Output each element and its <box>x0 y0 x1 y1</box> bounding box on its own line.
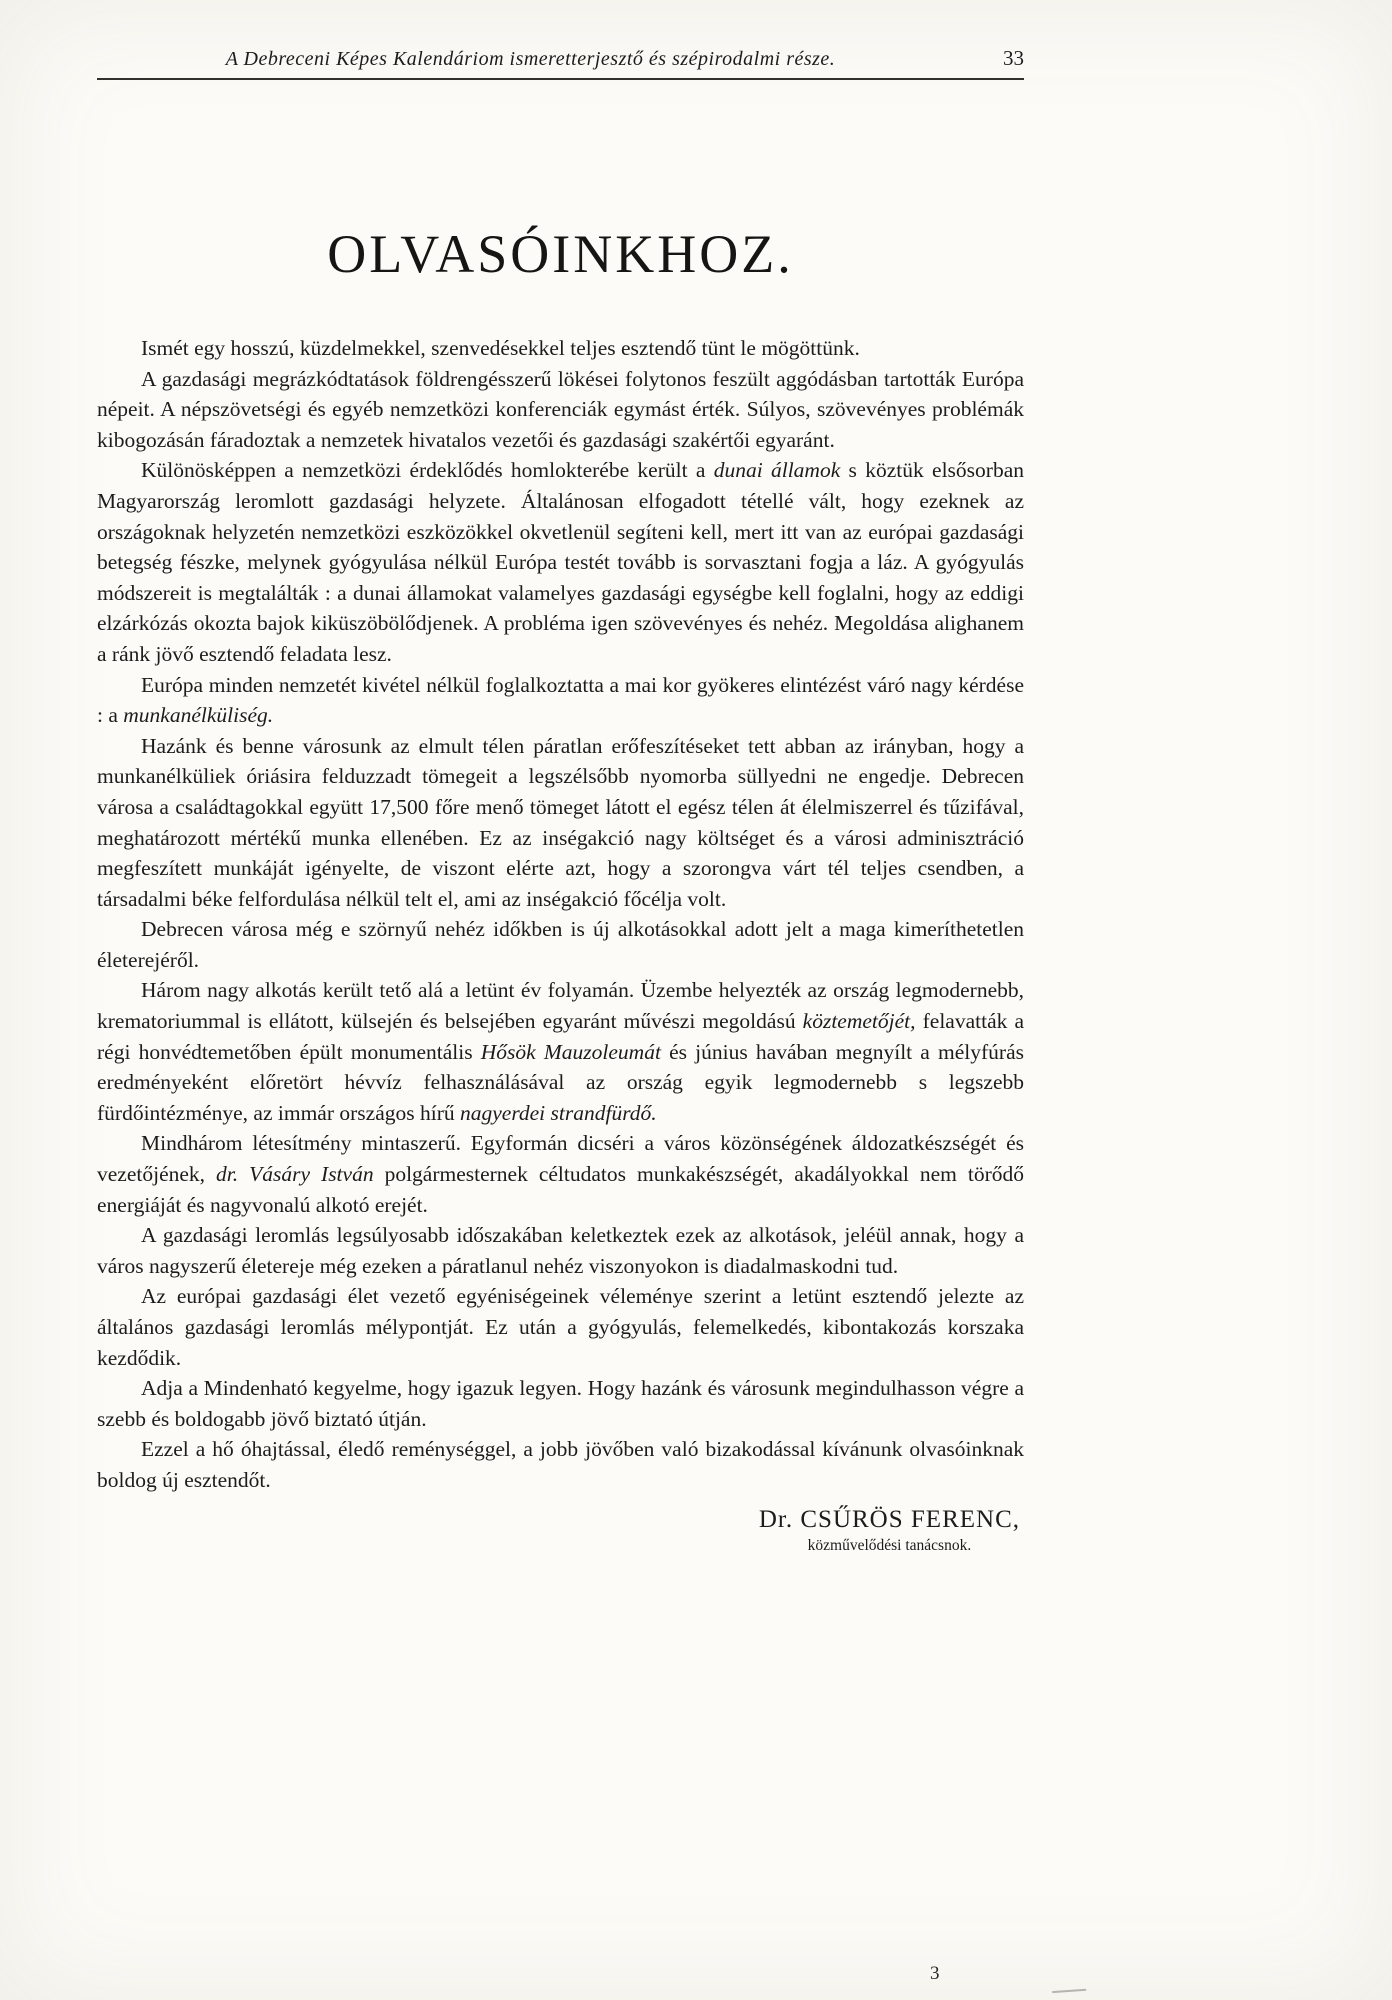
text-run: Adja a Mindenható kegyelme, hogy igazuk legyen. Hogy hazánk és városunk megindulhasson végre a szebb és boldogabb jövő biztató útján. <box>97 1376 1024 1431</box>
paragraph <box>97 1373 1024 1434</box>
paragraph <box>97 1434 1024 1495</box>
italic-run: Hősök Mauzoleumát <box>480 1039 661 1064</box>
text-run: Ezzel a hő óhajtással, éledő reménységgel, a jobb jövőben való bizakodással kívánunk olvasóinknak boldog új esztendőt. <box>97 1437 1024 1492</box>
italic-run: dunai államok <box>713 458 841 483</box>
text-run: felavatták a régi honvédtemetőben épült monumentális <box>97 1009 1024 1064</box>
text-run: Hazánk és benne városunk az elmult télen páratlan erőfeszítéseket tett abban az irányban, hogy a munkanélküliek óriásira felduzzadt tömegeit a legszélsőbb nyomorba süllyedni ne engedje. Debrecen városa a családtagokkal együtt 17,500 főre menő tömeget látott el egész télen át élelmiszerrel és tűzifával, meghatározott mértékű munka ellenében. Ez az inségakció nagy költséget és a városi adminisztráció megfeszített munkáját igényelte, de viszont elérte azt, hogy a szorongva várt tél teljes csendben, a társadalmi béke felfordulása nélkül telt el, ami az inségakció főcélja volt. <box>97 733 1024 911</box>
signature-name: Dr. CSŰRÖS FERENC, <box>758 1505 1020 1533</box>
paragraph <box>97 1220 1024 1281</box>
body-text <box>97 333 1024 1496</box>
text-run: Az európai gazdasági élet vezető egyéniségeinek véleménye szerint a letünt esztendő jelezte az általános gazdasági leromlás mélypontját. Ez után a gyógyulás, felemelkedés, kibontakozás korszaka kezdődik. <box>97 1284 1024 1370</box>
text-run: és június havában megnyílt a mélyfúrás eredményeként előretört hévvíz felhasználásával az ország egyik legmodernebb s legszebb fürdőintézménye, az immár országos hírű <box>97 1039 1024 1125</box>
text-run: Különösképpen a nemzetközi érdeklődés homlokterébe került a <box>141 458 714 483</box>
paragraph <box>97 1128 1024 1220</box>
italic-run: nagyerdei strandfürdő. <box>459 1100 657 1125</box>
sheet-signature-number: 3 <box>930 1963 940 1984</box>
text-run: A gazdasági megrázkódtatások földrengésszerű lökései folytonos feszült aggódásban tartották Európa népeit. A népszövetségi és egyéb nemzetközi konferenciák egymást érték. Súlyos, szövevényes problémák kibogozásán fáradoztak a nemzetek hivatalos vezetői és gazdasági szakértői egyaránt. <box>97 366 1024 452</box>
pen-mark <box>1052 1983 1086 1993</box>
paragraph <box>97 364 1024 456</box>
italic-run: munkanélküliség. <box>123 703 274 728</box>
paragraph <box>97 1281 1024 1373</box>
text-run: Mindhárom létesítmény mintaszerű. Egyformán dicséri a város közönségének áldozatkészségét és vezetőjének, <box>97 1131 1024 1187</box>
running-head <box>97 46 1024 80</box>
text-run: Ismét egy hosszú, küzdelmekkel, szenvedésekkel teljes esztendő tünt le mögöttünk. <box>141 336 860 360</box>
running-head-title: A Debreceni Képes Kalendáriom ismeretterjesztő és szépirodalmi része. <box>225 48 836 70</box>
text-run: A gazdasági leromlás legsúlyosabb időszakában keletkeztek ezek az alkotások, jeléül annak, hogy a város nagyszerű életereje még ezeken a páratlanul nehéz viszonyokon is diadalmaskodni tud. <box>97 1223 1024 1278</box>
text-run: s köztük elsősorban Magyarország leromlott gazdasági helyzete. Általánosan elfogadott tétellé vált, hogy ezeknek az országoknak helyzetén nemzetközi eszközökkel okvetlenül segíteni kell, mert itt van az európai gazdasági betegség fészke, melynek gyógyulása nélkül Európa testét tovább is sorvasztani fogja a láz. A gyógyulás módszereit is megtalálták : a dunai államokat valamelyes gazdasági egységbe kell foglalni, hogy az eddigi elzárkózás okozta bajok kiküszöbölődjenek. A probléma igen szövevényes és nehéz. Megoldása alighanem a ránk jövő esztendő feladata lesz. <box>97 458 1024 666</box>
signature-inner <box>759 1506 1024 1555</box>
text-run: Európa minden nemzetét kivétel nélkül foglalkoztatta a mai kor gyökeres elintézést váró nagy kérdése : a <box>97 672 1024 728</box>
paragraph <box>97 333 1024 364</box>
paragraph <box>97 914 1024 975</box>
text-run: Debrecen városa még e szörnyű nehéz időkben is új alkotásokkal adott jelt a maga kimeríthetetlen életerejéről. <box>97 917 1024 972</box>
signature-role: közművelődési tanácsnok. <box>807 1536 972 1554</box>
italic-run: dr. Vásáry István <box>216 1162 374 1187</box>
page-content <box>97 46 1024 1555</box>
signature-block <box>97 1506 1024 1555</box>
paragraph <box>97 670 1024 731</box>
text-run: Három nagy alkotás került tető alá a letünt év folyamán. Üzembe helyezték az ország legmodernebb, krematoriummal is ellátott, külsején és belsejében egyaránt művészi megoldású <box>97 978 1024 1034</box>
page-number: 33 <box>1003 46 1024 70</box>
paragraph <box>97 455 1024 669</box>
text-run: polgármesternek céltudatos munkakészségét, akadályokkal nem törődő energiáját és nagyvonalú alkotó erejét. <box>97 1162 1024 1217</box>
italic-run: köztemetőjét, <box>802 1009 916 1034</box>
article-title: OLVASÓINKHOZ. <box>327 224 794 284</box>
paragraph <box>97 731 1024 915</box>
paragraph <box>97 975 1024 1128</box>
